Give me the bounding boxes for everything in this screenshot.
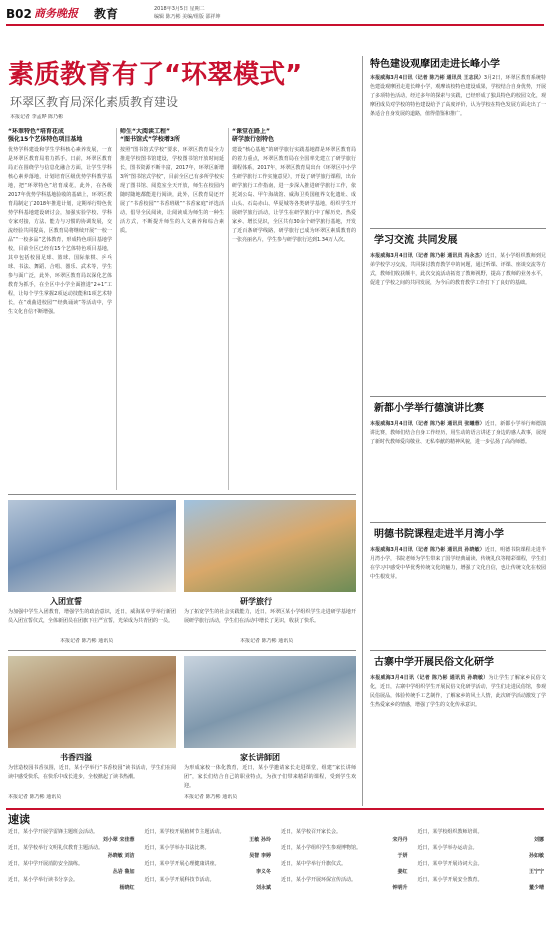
article-speech — [370, 420, 546, 518]
brief-item: 近日，某学校举行文明礼仪教育主题活动。 — [8, 845, 104, 851]
brief-author: 刘娜 — [533, 837, 544, 843]
article-title-exchange: 学习交流 共同发展 — [374, 235, 458, 246]
photo-byline-reading: 本报记者 陈乃彬 通讯员 — [8, 794, 62, 800]
col3-head-1: “课堂在路上” — [232, 128, 270, 135]
divider — [362, 56, 363, 806]
col1-head-2: 强化15个艺体特色项目基地 — [8, 136, 83, 143]
brief-author: 丛岩 鲁加 — [112, 869, 135, 875]
lead-col-2 — [120, 128, 224, 490]
divider — [370, 396, 546, 397]
brief-author: 刘小翠 宋佳蓉 — [102, 837, 135, 843]
brief-col — [145, 828, 272, 940]
brief-author: 董少晴 — [528, 885, 544, 891]
brief-item: 近日，某中学举行升旗仪式。 — [281, 861, 347, 867]
brief-col — [418, 828, 545, 940]
brief-author: 王敏 孙玲 — [249, 837, 271, 843]
col2-head-2: “图书馆式”学校增3所 — [120, 136, 181, 143]
paper-logo: 商务晚报 — [34, 7, 78, 20]
photo-caption-reading: 为营造校园书香氛围，近日，某小学举行“书香校园”读书活动，学生们在阅读中感受快乐，在快乐中成长进步，全校掀起了读书热潮。 — [8, 765, 176, 780]
photo-title-study: 研学旅行 — [240, 597, 272, 606]
article-folk — [370, 674, 546, 804]
article-byline: 本报威海3月4日讯（记者 陈乃彬 通讯员 张曦蓉） — [370, 421, 485, 427]
article-exchange — [370, 252, 546, 392]
brief-item: 近日，某小学开展安全教育。 — [417, 877, 483, 883]
brief-author: 孙晓敏 刘洁 — [107, 853, 135, 859]
divider — [370, 650, 546, 651]
col1-head-1: “环翠特色”培育花成 — [8, 128, 64, 135]
divider — [228, 128, 229, 490]
brief-col — [281, 828, 408, 940]
brief-item: 近日，某中学开展消防安全演练。 — [8, 861, 84, 867]
section-name: 教育 — [94, 7, 119, 21]
brief-item: 近日，某学校召开家长会。 — [281, 829, 342, 835]
article-title-changfeng: 特色建设观摩团走进长峰小学 — [370, 59, 500, 70]
brief-item: 近日，某中学开展诗词大会。 — [417, 861, 483, 867]
brief-author: 孙如敏 — [528, 853, 544, 859]
brief-item: 近日，某学校组织教师培训。 — [417, 829, 483, 835]
divider — [8, 494, 356, 495]
article-body: 为让学生了解家乡民俗文化，近日，古寨中学组织学生开展民俗文化研学活动，学生们走进民俗馆，参观民俗展品，体验传统手工艺制作，了解家乡的风土人情，此次研学活动激发了学生热爱家乡的情感，增强了学生的文化传承意识。 — [370, 675, 546, 708]
brief-item: 近日，某学校开展植树节主题活动。 — [144, 829, 225, 835]
article-title-academy: 明德书院课程走进半月湾小学 — [374, 529, 504, 540]
divider — [370, 228, 546, 229]
photo-caption-study: 为了拓宽学生的社会实践能力，近日，环翠区某小学组织学生走进研学基地开展研学旅行活动，学生们在活动中增长了见识，收获了快乐。 — [184, 609, 356, 624]
brief-item: 近日，某中学开展心理健康讲座。 — [144, 861, 220, 867]
col3-head-2: 研学旅行创特色 — [232, 136, 275, 143]
brief-title: 速读 — [8, 813, 30, 826]
brief-item: 近日，某小学开展学雷锋主题班会活动。 — [8, 829, 99, 835]
brief-col — [8, 828, 135, 940]
photo-title-reading: 书香四溢 — [60, 753, 92, 762]
brief-item: 近日，某小学举办运动会。 — [417, 845, 478, 851]
brief-top-rule — [6, 808, 544, 810]
article-title-folk: 古寨中学开展民俗文化研学 — [374, 657, 494, 668]
photo-byline-study: 本报记者 陈乃彬 通讯员 — [240, 638, 294, 644]
brief-columns — [8, 828, 544, 940]
brief-author: 王宁宁 — [528, 869, 544, 875]
col1-body: 优势学科建设和学生学科核心素养发展，一直是环翠区教育局着力抓手。日前，环翠区教育局正在围绕学与信息化融合方面，让学生学科核心素养落地，计划培育区级优势学科教学基地，把“环翠特色”培育成花，此外，在各级2017年优势学科基地验收的基础上，环翠区教育局制定了2018年推进计划，定期举行特色优势学科基地建设研讨会，加强实验学校、学科专家对接，方法、能力与习惯的协调发展，交流经验共同提高，区教育局将继续开展“一校一品”“一校多品”艺体教育，形成特色项目基地学校，目前全区已经有15个艺体特色项目基地，其中包括校园足球、篮球、国际象棋、乒乓球、书法、舞蹈、合唱、器乐、武术等，学生参与面广泛，此外，环翠区教育局以深化艺体教育为抓手，在全区中小学全面推进“2+1”工程，让每个学生掌握2项运动技能和1项艺术特长，在“戏曲进校园”“经典诵读”等活动中，学生文化自信不断增强。 — [8, 147, 112, 315]
masthead — [6, 6, 544, 22]
lead-subtitle: 环翠区教育局深化素质教育建设 — [10, 95, 179, 109]
divider — [370, 522, 546, 523]
photo-byline-oath: 本报记者 陈乃彬 通讯员 — [60, 638, 114, 644]
lead-byline: 本报记者 李孟晔 陈乃彬 — [10, 114, 64, 120]
lead-col-1 — [8, 128, 112, 498]
brief-author: 钟明升 — [392, 885, 408, 891]
col3-body: 建设“核心基地”的研学旅行实践基地群是环翠区教育局的着力重点，环翠区教育局在全国率先建立了研学旅行课程体系，2017年，环翠区教育局出台《环翠区中小学生研学旅行工作实施意见》，开设了研学旅行课程，出台研学旅行工作指南，进一步深入推进研学旅行工作，依托刘公岛、甲午海战馆、威海卫英国租界文化遗址、成山头、石岛赤山、华夏城等各类研学基地，组织学生开展研学旅行活动，让学生在研学旅行中了解历史、热爱家乡、增长见识，全区共有30余个研学旅行基地，开发了近百条研学线路，研学旅行已成为环翠区素质教育的一张亮丽名片，学生参与研学旅行达到1.34万人次。 — [232, 147, 356, 243]
photo-reading — [8, 656, 176, 748]
brief-item: 近日，某小学举行读书分享会。 — [8, 877, 79, 883]
article-byline: 本报威海3月4日讯（记者 陈乃彬 通讯员 孙晓敏） — [370, 547, 485, 553]
article-body: 3月2日，环翠区教育系统特色建设观摩团走进长峰小学，观摩该校特色建设成果，学校结合自身优势，开展了多项特色活动，经过多年的探索与实践，已经形成了独具特色的校园文化，观摩团成员对学校的特色建设给予了高度评价，认为学校在特色发展方面走出了一条适合自身发展的道路，值得借鉴和推广。 — [370, 75, 546, 117]
article-academy — [370, 546, 546, 646]
brief-author: 宋丹丹 — [392, 837, 408, 843]
brief-author: 于妍 — [397, 853, 408, 859]
brief-item: 近日，某小学开展科技节活动。 — [144, 877, 215, 883]
lead-col-3 — [232, 128, 356, 490]
brief-item: 近日，某小学组织学生参观博物馆。 — [281, 845, 362, 851]
article-body: 近日，新都小学举行师德演讲比赛，教师们结合自身工作经历，用生动的语言讲述了身边的感人故事，展现了新时代教师爱岗敬业、无私奉献的精神风貌，进一步弘扬了高尚师德。 — [370, 421, 546, 445]
photo-title-parents: 家长讲師团 — [240, 753, 280, 762]
photo-caption-parents: 为形成家校一体化教育，近日，某小学邀请家长走进课堂，组建“家长讲师团”，家长们结合自己的职业特点，为孩子们带来精彩的课程，受到学生欢迎。 — [184, 765, 356, 789]
brief-item: 近日，某小学举办书法比赛。 — [144, 845, 210, 851]
brief-author: 刘永斌 — [255, 885, 271, 891]
photo-caption-oath: 为加强中学生入团教育，增强学生的政治意识，近日，威海某中学举行新团员入团宣誓仪式，全体新团员在团旗下庄严宣誓，光荣成为共青团的一员。 — [8, 609, 176, 624]
lead-title: 素质教育有了“环翠模式” — [8, 60, 303, 90]
photo-oath — [8, 500, 176, 592]
brief-author: 吴智 李婷 — [249, 853, 271, 859]
photo-study-tour — [184, 500, 356, 592]
divider — [8, 650, 356, 651]
brief-item: 近日，某小学开展环保宣传活动。 — [281, 877, 357, 883]
photo-byline-parents: 本报记者 陈乃彬 通讯员 — [184, 794, 238, 800]
article-title-speech: 新都小学举行德演讲比赛 — [374, 403, 484, 414]
article-byline: 本报威海3月4日讯（记者 陈乃彬 通讯员 王志民） — [370, 75, 484, 81]
article-changfeng — [370, 74, 546, 224]
brief-author: 李义冬 — [255, 869, 271, 875]
article-byline: 本报威海3月4日讯（记者 陈乃彬 通讯员 孙晓敏） — [370, 675, 489, 681]
page-number: B02 — [6, 7, 32, 21]
photo-parents — [184, 656, 356, 748]
brief-author: 姜红 — [397, 869, 408, 875]
photo-title-oath: 入团宣誓 — [50, 597, 82, 606]
article-body: 近日，某小学组织教师到兄弟学校学习交流，共同探讨教育教学中的问题，通过听课、评课、座谈交流等方式，教师们收获颇丰，此次交流活动拓宽了教师视野，提高了教师的业务水平，促进了学校之间的共同发展，为今后的教育教学工作打下了良好的基础。 — [370, 253, 546, 286]
header-rule — [6, 24, 544, 26]
brief-author: 杨晓红 — [119, 885, 135, 891]
date-line: 2018年3月5日 星期二 — [154, 6, 205, 12]
article-body: 近日，明德书院课程走进半月湾小学，书院老师为学生带来了国学经典诵读、传统礼仪等精彩课程，学生们在学习中感受中华优秀传统文化的魅力，增强了文化自信，也让传统文化在校园中生根发芽。 — [370, 547, 546, 580]
col2-head-1: 师生“大阅读工程” — [120, 128, 170, 135]
article-byline: 本报威海3月4日讯（记者 陈乃彬 通讯员 冯永杰） — [370, 253, 485, 259]
col2-body: 按照“图书馆式学校”要求，环翠区教育局全力推进学校图书馆建设，学校图书馆开放时间延长，图书资源不断丰富，2017年，环翠区新增3所“图书馆式学校”，目前全区已有多所学校实现了图书馆、阅览室全天开放，师生在校园内随时随地都能进行阅读，此外，区教育局还开展了“书香校园”“书香班级”“书香家庭”评选活动，倡导全民阅读，让阅读成为师生的一种生活方式，不断提升师生的人文素养和综合素质。 — [120, 147, 224, 234]
editor-line: 编辑 陈乃彬 美编/组版 邵祥坤 — [154, 14, 221, 20]
divider — [116, 128, 117, 490]
